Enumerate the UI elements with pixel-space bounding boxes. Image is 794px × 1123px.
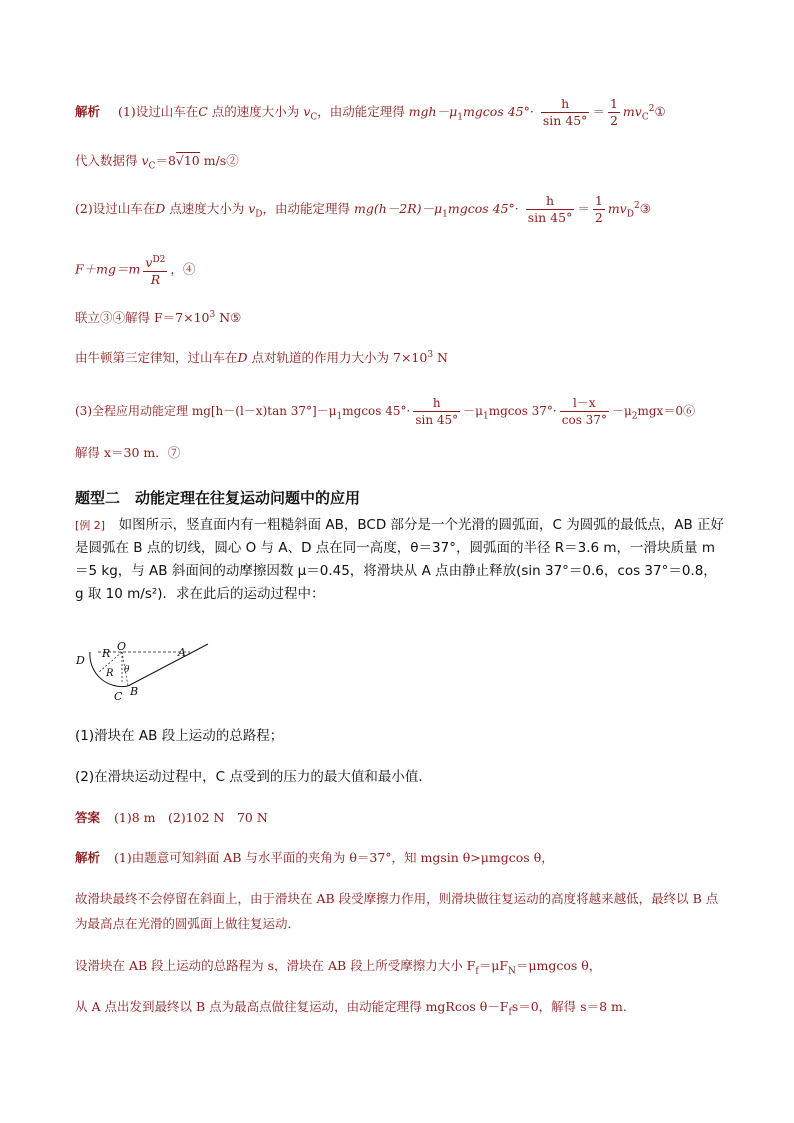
fraction-half: $\frac{1}{2}$: [594, 193, 603, 225]
question-2: (2)在滑块运动过程中，C 点受到的压力的最大值和最小值．: [75, 769, 432, 785]
incline-arc-figure: [72, 640, 222, 710]
fig-label-theta: θ: [124, 665, 130, 675]
solution-line-3: (2)设过山车在D 点速度大小为 $v_D$，由动能定理得 $mg(h-2R)-\mu_1mgcos$ 45°· $\frac{h}{\sin 45^\circ}$ ＝ $\frac{1}{2}$ $mv_D^2③$: [75, 193, 651, 225]
fraction: $\frac{v^{D2}}{R}$: [143, 252, 167, 288]
solution-part2-line-1: 解析 (1)由题意可知斜面 AB 与水平面的夹角为 θ＝37°，知 mgsin θ>μmgcos θ，: [75, 850, 554, 865]
solution-part2-line-2: 故滑块最终不会停留在斜面上，由于滑块在 AB 段受摩擦力作用，则滑块做往复运动的高度将越来越低，最终以 B 点为最高点在光滑的圆弧面上做往复运动．: [75, 891, 719, 931]
example-tag: [例 2]: [75, 519, 106, 532]
fig-label-C: C: [114, 690, 123, 703]
fig-label-A: A: [178, 646, 186, 659]
fraction: $\frac{h}{\sin 45^\circ}$: [527, 193, 573, 225]
fig-label-R: R: [102, 647, 111, 660]
answer-label: 答案: [75, 810, 101, 825]
example-paragraph: [例 2] 如图所示，竖直面内有一粗糙斜面 AB，BCD 部分是一个光滑的圆弧面，C 为圆弧的最低点，AB 正好是圆弧在 B 点的切线，圆心 O 与 A、D 点在同一高度，θ＝37°，圆弧面的半径 R＝3.6 m，一滑块质量 m＝5 kg，与 AB 斜面间的动摩擦因数 μ＝0.45，将滑块从 A 点由静止释放(sin 37°＝0.6，cos 37°＝0.8，g 取 10 m/s²)．求在此后的运动过程中：: [75, 517, 725, 602]
analysis-label-2: 解析: [75, 850, 101, 865]
analysis-label: 解析: [75, 104, 101, 119]
solution-line-2: 代入数据得 $v_C=8√10$ m/s②: [75, 153, 239, 172]
fraction: $\frac{h}{\sin 45^\circ}$: [542, 96, 588, 128]
section-heading: 题型二 动能定理在往复运动问题中的应用: [75, 489, 361, 507]
question-1: (1)滑块在 AB 段上运动的总路程；: [75, 728, 284, 744]
solution-line-8: 解得 x＝30 m．⑦: [75, 445, 181, 460]
answer-line: 答案 (1)8 m (2)102 N 70 N: [75, 810, 268, 825]
solution-line-1: 解析 (1)设过山车在C 点的速度大小为 $v_C$，由动能定理得 $mgh-\mu_1mgcos$ 45°· $\frac{h}{\sin 45^\circ}$ ＝ $\frac{1}{2}$ $mv_C^2①$: [75, 96, 666, 128]
solution-line-6: 由牛顿第三定律知，过山车在D 点对轨道的作用力大小为 $7\times 10^3$ N: [75, 350, 448, 366]
solution-line-4: F＋mg＝m $\frac{v^{D2}}{R}$ ，④: [75, 252, 195, 288]
solution-line-5: 联立③④解得 $F=7\times 10^3$ N⑤: [75, 310, 242, 326]
solution-part2-line-4: 从 A 点出发到最终以 B 点为最高点做往复运动，由动能定理得 mgRcos $\theta-F_fs=0$，解得 s＝8 m.: [75, 999, 627, 1018]
fraction-half: $\frac{1}{2}$: [609, 96, 618, 128]
fig-label-R2: R: [106, 668, 114, 679]
solution-part2-line-3: 设滑块在 AB 段上运动的总路程为 s，滑块在 AB 段上所受摩擦力大小 $F_f=\mu F_N=\mu mgcos$ θ，: [75, 958, 602, 977]
fig-label-O: O: [117, 640, 127, 653]
fig-label-D: D: [76, 654, 85, 667]
solution-line-7: (3)全程应用动能定理 mg[h－(l－x)tan $37^\circ]-\mu_1mgcos$ 45°· $\frac{h}{\sin 45^\circ}$ $-\mu_1mgcos$ 37°· $\frac{l-x}{\cos 37^\circ}$ $-\mu_2mgx=0⑥$: [75, 396, 695, 427]
fig-label-B: B: [130, 685, 139, 698]
